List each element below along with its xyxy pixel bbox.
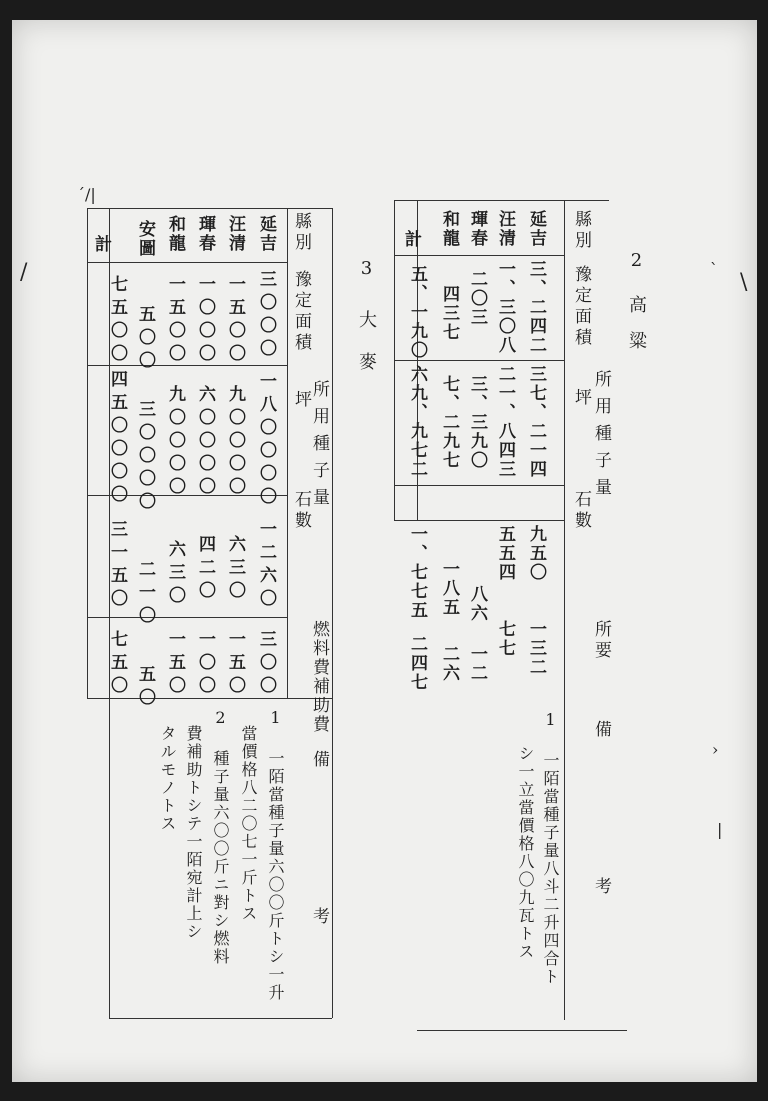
scan-mark: \: [740, 270, 748, 295]
left-section-title: 大麥: [356, 310, 377, 394]
row-stone: 六三〇: [225, 535, 245, 604]
row-tsubo: 六九、九七二: [407, 365, 427, 479]
remark-line: タルモノトス: [158, 725, 177, 833]
remark-line: 1 一陌當種子量六〇〇斤トシ一升: [266, 708, 285, 1002]
row-name: 延吉: [256, 215, 276, 253]
row-area: 五、一九〇: [407, 265, 427, 360]
scan-mark: /: [20, 260, 28, 285]
row-area: 七五〇〇: [107, 275, 127, 367]
row-tsubo: 三〇〇〇〇: [135, 400, 155, 515]
row-area: 三、二四二: [526, 260, 546, 355]
header-seed: 所用種子量: [309, 380, 329, 515]
row-name: 汪清: [225, 215, 245, 253]
row-fuel: 一三二: [526, 620, 546, 677]
row-fuel: 一五〇: [225, 630, 245, 699]
row-name: 和龍: [165, 215, 185, 253]
row-tsubo: 七、二九七: [439, 375, 459, 470]
row-name: 計: [91, 235, 111, 254]
row-area: 三〇〇〇: [256, 270, 276, 362]
scan-mark: ˋ: [710, 260, 718, 279]
header-seed-tsubo: 坪: [291, 390, 311, 411]
scan-mark: |: [717, 820, 723, 839]
row-tsubo: 三、三九〇: [467, 375, 487, 470]
row-area: 一〇〇〇: [195, 275, 215, 367]
row-name: 和龍: [439, 210, 459, 248]
row-name: 琿春: [195, 215, 215, 253]
row-stone: 八六: [467, 585, 487, 623]
row-tsubo: 九〇〇〇〇: [225, 385, 245, 500]
row-stone: 四二〇: [195, 535, 215, 604]
header-area: 豫定面積: [291, 270, 311, 354]
row-stone: 二一〇: [135, 560, 155, 629]
row-fuel: 三〇〇: [256, 630, 276, 699]
table-top-rule: [87, 208, 332, 209]
row-area: 五〇〇: [135, 305, 155, 374]
row-tsubo: 六〇〇〇〇: [195, 385, 215, 500]
row-tsubo: 九〇〇〇〇: [165, 385, 185, 500]
row-name: 琿春: [467, 210, 487, 248]
row-fuel: 一〇〇: [195, 630, 215, 699]
row-tsubo: 四五〇〇〇〇: [107, 370, 127, 508]
row-tsubo: 三七、二一四: [526, 365, 546, 479]
header-remarks: 備考: [591, 720, 611, 1034]
table-left-rule: [87, 208, 88, 698]
row-area: 一五〇〇: [165, 275, 185, 367]
row-fuel: 七七: [495, 620, 515, 658]
row-fuel: 一五〇: [165, 630, 185, 699]
header-seed-stone: 石數: [291, 490, 311, 532]
row-area: 一五〇〇: [225, 275, 245, 367]
row-tsubo: 二一、八四三: [495, 365, 515, 479]
row-name: 汪清: [495, 210, 515, 248]
table-rule: [564, 200, 565, 1020]
row-fuel: 二四七: [407, 635, 427, 692]
row-stone: 三一五〇: [107, 520, 127, 612]
row-rule: [394, 485, 564, 486]
table-rule: [287, 208, 288, 698]
left-section-number: 3: [356, 258, 377, 279]
remark-line: 2 種子量六〇〇斤ニ對シ燃料: [211, 708, 230, 966]
row-name: 計: [401, 230, 421, 249]
row-area: 四三七: [439, 285, 459, 342]
right-section-title: 高粱: [626, 295, 647, 367]
row-fuel: 五〇: [135, 665, 155, 711]
table-bottom-rule: [109, 1018, 332, 1019]
row-fuel: 七五〇: [107, 630, 127, 699]
table-top-rule: [394, 200, 609, 201]
table-right-rule: [332, 208, 333, 1018]
right-section-number: 2: [626, 250, 647, 271]
header-area: 豫定面積: [571, 265, 591, 349]
row-stone: 一八五: [439, 560, 459, 617]
row-stone: 五五四: [495, 525, 515, 582]
scan-mark: ´/|: [77, 185, 96, 204]
remark-line: シ一立當價格八〇九瓦トス: [516, 745, 535, 961]
remark-line: 1 一陌當種子量八斗二升四合ト: [541, 710, 560, 986]
header-rule: [394, 255, 564, 256]
row-area: 一、三〇八: [495, 260, 515, 355]
row-stone: 一、七七五: [407, 525, 427, 620]
row-rule: [394, 360, 564, 361]
row-rule: [87, 617, 287, 618]
remark-line: 當價格八二〇七一斤トス: [239, 725, 258, 923]
row-stone: 六三〇: [165, 540, 185, 609]
header-district: 縣別: [291, 212, 311, 254]
header-fuel: 燃料費補助費: [309, 620, 329, 734]
header-required: 所要: [591, 620, 611, 662]
row-rule: [394, 520, 564, 521]
row-name: 延吉: [526, 210, 546, 248]
header-seed-tsubo: 坪: [571, 388, 591, 409]
remark-line: 費補助トシテ一陌宛計上シ: [184, 725, 203, 941]
row-tsubo: 一八〇〇〇〇: [256, 372, 276, 510]
row-stone: 九五〇: [526, 525, 546, 582]
header-seed-stone: 石數: [571, 490, 591, 532]
row-fuel: 一二: [467, 645, 487, 683]
header-district: 縣別: [571, 210, 591, 252]
scanned-page: [12, 20, 757, 1082]
scan-mark: ›: [712, 740, 719, 759]
row-area: 二〇三: [467, 270, 487, 327]
row-fuel: 二六: [439, 645, 459, 683]
header-remarks: 備考: [309, 750, 329, 1064]
row-stone: 一二六〇: [256, 520, 276, 612]
row-name: 安圖: [135, 220, 155, 258]
header-seed: 所用種子量: [591, 370, 611, 505]
header-rule: [87, 262, 287, 263]
